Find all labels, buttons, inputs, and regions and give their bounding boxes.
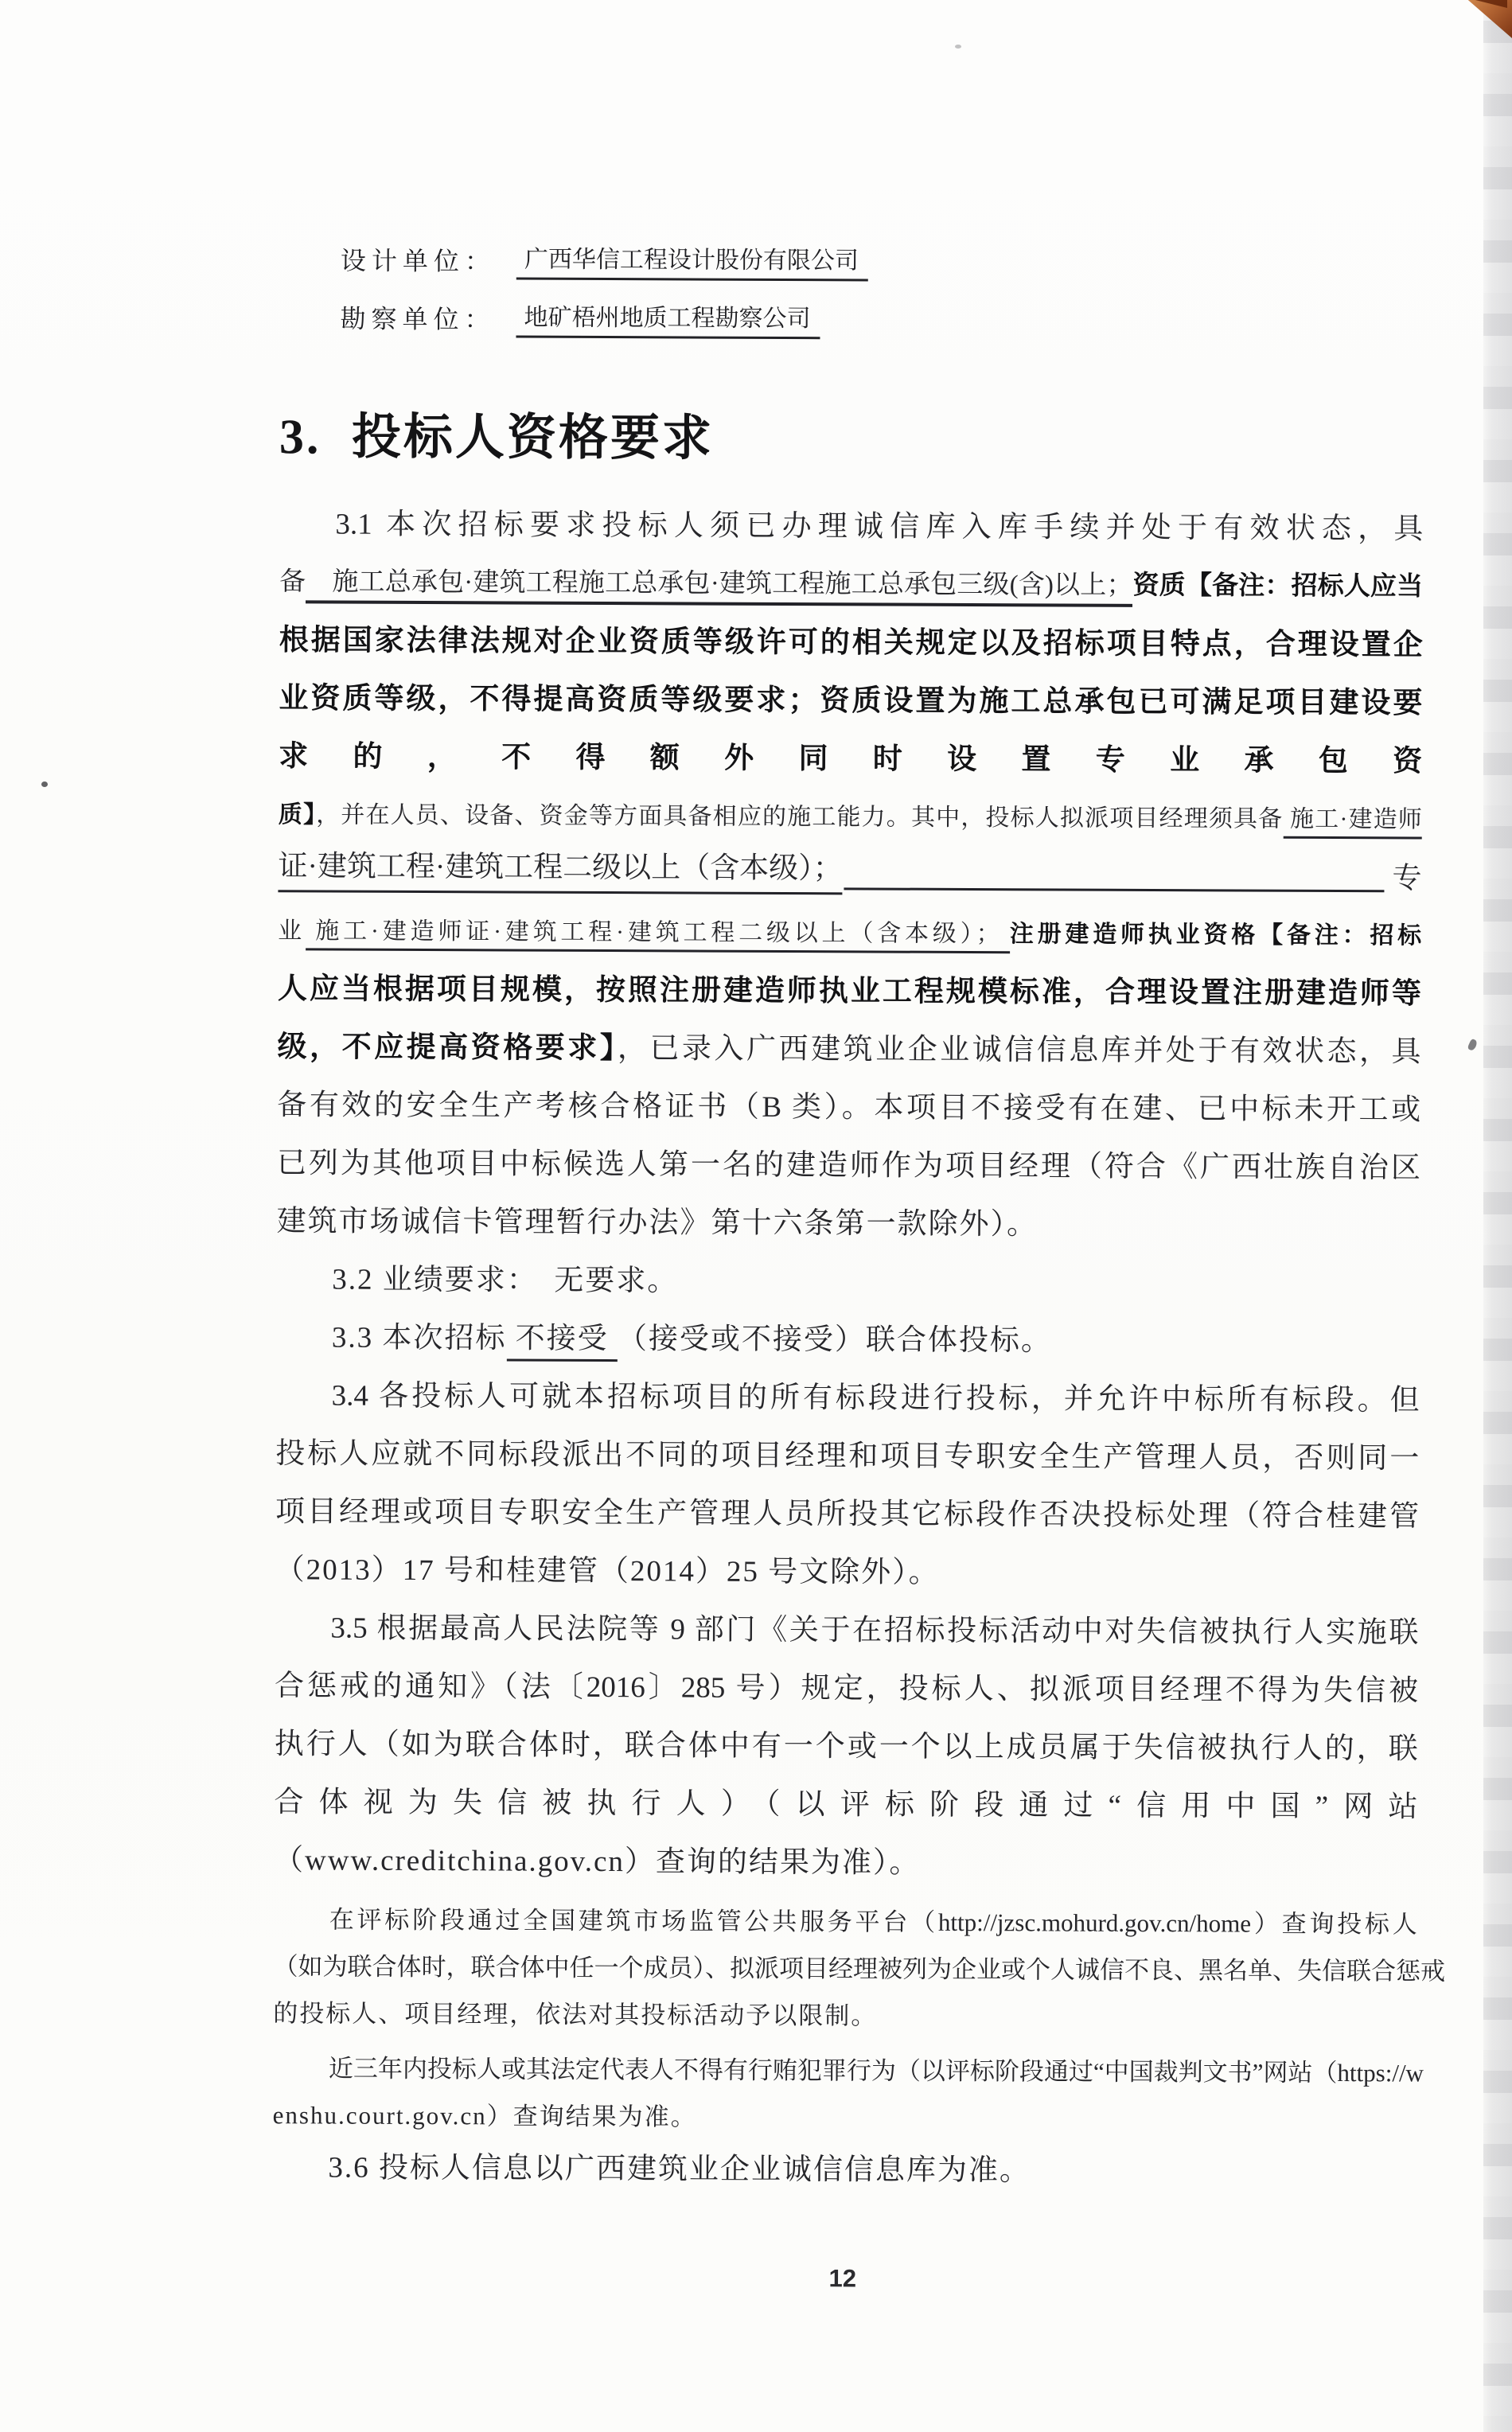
text-line	[274, 1773, 1417, 1836]
text-segment: enshu.court.gov.cn）查询结果为准。	[272, 2101, 697, 2131]
survey-unit-row	[340, 288, 867, 349]
underlined-text: 施工总承包·建筑工程施工总承包·建筑工程施工总承包三级(含)以上；	[306, 567, 1132, 607]
text-line	[274, 1831, 1417, 1894]
text-segment: （2013）17 号和桂建管（2014）25 号文除外）。	[275, 1553, 940, 1589]
text-segment: ，并在人员、设备、资金等方面具备相应的施工能力。其中，投标人拟派项目经理须具备	[316, 801, 1284, 832]
survey-unit-label: 勘察单位：	[340, 304, 496, 333]
text-segment: 业	[278, 918, 306, 945]
document-body	[272, 495, 1446, 2201]
text-segment: （接受或不接受）联合体投标。	[617, 1323, 1053, 1358]
text-segment: 3.1 本次招标要求投标人须已办理诚信库入库手续并处于有效状态，具	[335, 508, 1424, 546]
text-line	[275, 1541, 1419, 1604]
text-line	[275, 1715, 1418, 1778]
text-segment: 专	[1392, 862, 1422, 895]
text-line	[275, 1483, 1419, 1545]
text-segment: 备有效的安全生产考核合格证书（B 类）。本项目不接受有在建、已中标未开工或	[277, 1089, 1421, 1127]
text-line	[279, 727, 1422, 790]
text-line	[272, 2138, 1416, 2201]
text-line	[276, 1308, 1420, 1371]
text-segment: 资质【备注：招标人应当	[1132, 571, 1424, 602]
text-segment: 近三年内投标人或其法定代表人不得有行贿犯罪行为（以评标阶段通过“中国裁判文书”网站（https://w	[328, 2054, 1424, 2087]
text-line	[273, 1943, 1446, 1994]
text-line	[277, 1018, 1420, 1081]
text-segment: 3.4 各投标人可就本招标项目的所有标段进行投标，并允许中标所有标段。但	[331, 1379, 1420, 1417]
text-segment: 级，不应提高资格要求】	[277, 1031, 618, 1066]
text-segment: 人应当根据项目规模，按照注册建造师执业工程规模标准，合理设置注册建造师等	[277, 972, 1421, 1011]
text-segment: ，已录入广西建筑业企业诚信信息库并处于有效状态，具	[617, 1032, 1421, 1069]
text-line	[279, 553, 1423, 616]
text-line	[279, 611, 1423, 674]
text-line	[273, 1990, 1417, 2041]
text-line	[279, 669, 1422, 732]
survey-unit-value: 地矿梧州地质工程勘察公司	[516, 298, 820, 340]
text-segment: 投标人应就不同标段派出不同的项目经理和项目专职安全生产管理人员，否则同一	[275, 1437, 1420, 1475]
text-segment: 注册建造师执业资格【备注：招标	[1009, 921, 1422, 949]
text-line	[278, 844, 1421, 906]
text-segment: 3.3 本次招标	[331, 1321, 507, 1355]
blank-underline-filler	[844, 879, 1385, 892]
page-number: 12	[828, 2264, 857, 2293]
text-line	[275, 1657, 1418, 1720]
text-segment: 合惩戒的通知》（法〔2016〕285 号）规定，投标人、拟派项目经理不得为失信被	[274, 1670, 1419, 1708]
header-fields	[340, 230, 868, 349]
text-line	[277, 1134, 1420, 1197]
text-line	[276, 1250, 1420, 1313]
design-unit-value: 广西华信工程设计股份有限公司	[516, 240, 868, 282]
text-segment: 3.6 投标人信息以广西建筑业企业诚信信息库为准。	[328, 2151, 1031, 2188]
text-line	[275, 1425, 1419, 1487]
text-line	[276, 1192, 1420, 1255]
text-line	[277, 1076, 1420, 1139]
underlined-text: 施工·建造师	[1283, 806, 1422, 840]
text-segment: 项目经理或项目专职安全生产管理人员所投其它标段作否决投标处理（符合桂建管	[275, 1495, 1420, 1534]
underlined-text: 施工·建造师证·建筑工程·建筑工程二级以上（含本级）；	[306, 918, 1010, 953]
text-line	[278, 960, 1421, 1023]
text-segment: 执行人（如为联合体时，联合体中有一个或一个以上成员属于失信被执行人的，联	[274, 1728, 1418, 1766]
text-line	[279, 785, 1422, 848]
text-segment: （如为联合体时，联合体中任一个成员）、拟派项目经理被列为企业或个人诚信不良、黑名单、失信联合惩戒	[273, 1952, 1446, 1986]
text-segment: （www.creditchina.gov.cn）查询的结果为准）。	[274, 1844, 921, 1880]
text-segment: 根据国家法律法规对企业资质等级许可的相关规定以及招标项目特点，合理设置企	[279, 624, 1423, 662]
text-segment: 求的，不得额外同时设置专业承包资	[279, 740, 1423, 778]
text-line	[275, 1599, 1418, 1662]
text-segment: 质】	[278, 801, 317, 828]
text-line	[278, 902, 1421, 965]
text-line	[275, 1366, 1419, 1429]
design-unit-label: 设计单位：	[340, 246, 496, 275]
text-line	[279, 495, 1423, 558]
text-segment: 业资质等级，不得提高资质等级要求；资质设置为施工总承包已可满足项目建设要	[279, 682, 1423, 720]
text-segment: 合体视为失信被执行人）（以评标阶段通过“信用中国”网站	[274, 1786, 1418, 1824]
text-segment: 备	[279, 567, 306, 597]
text-segment: 3.5 根据最高人民法院等 9 部门《关于在招标投标活动中对失信被执行人实施联	[330, 1612, 1419, 1650]
text-segment: 建筑市场诚信卡管理暂行办法》第十六条第一款除外）。	[276, 1205, 1039, 1241]
text-line	[273, 2091, 1417, 2143]
underlined-text: 证·建筑工程·建筑工程二级以上（含本级）；	[278, 848, 842, 894]
text-line	[274, 1896, 1417, 1947]
underlined-text: 不接受	[506, 1322, 618, 1362]
design-unit-row	[341, 230, 868, 290]
text-line	[273, 2044, 1424, 2096]
section-heading: 3. 投标人资格要求	[279, 410, 715, 466]
text-segment: 3.2 业绩要求： 无要求。	[332, 1263, 679, 1298]
text-segment: 已列为其他项目中标候选人第一名的建造师作为项目经理（符合《广西壮族自治区	[276, 1147, 1421, 1185]
text-segment: 的投标人、项目经理，依法对其投标活动予以限制。	[273, 1999, 878, 2030]
text-segment: 在评标阶段通过全国建筑市场监管公共服务平台（http://jzsc.mohurd.gov.cn/home）查询投标人	[329, 1905, 1417, 1939]
